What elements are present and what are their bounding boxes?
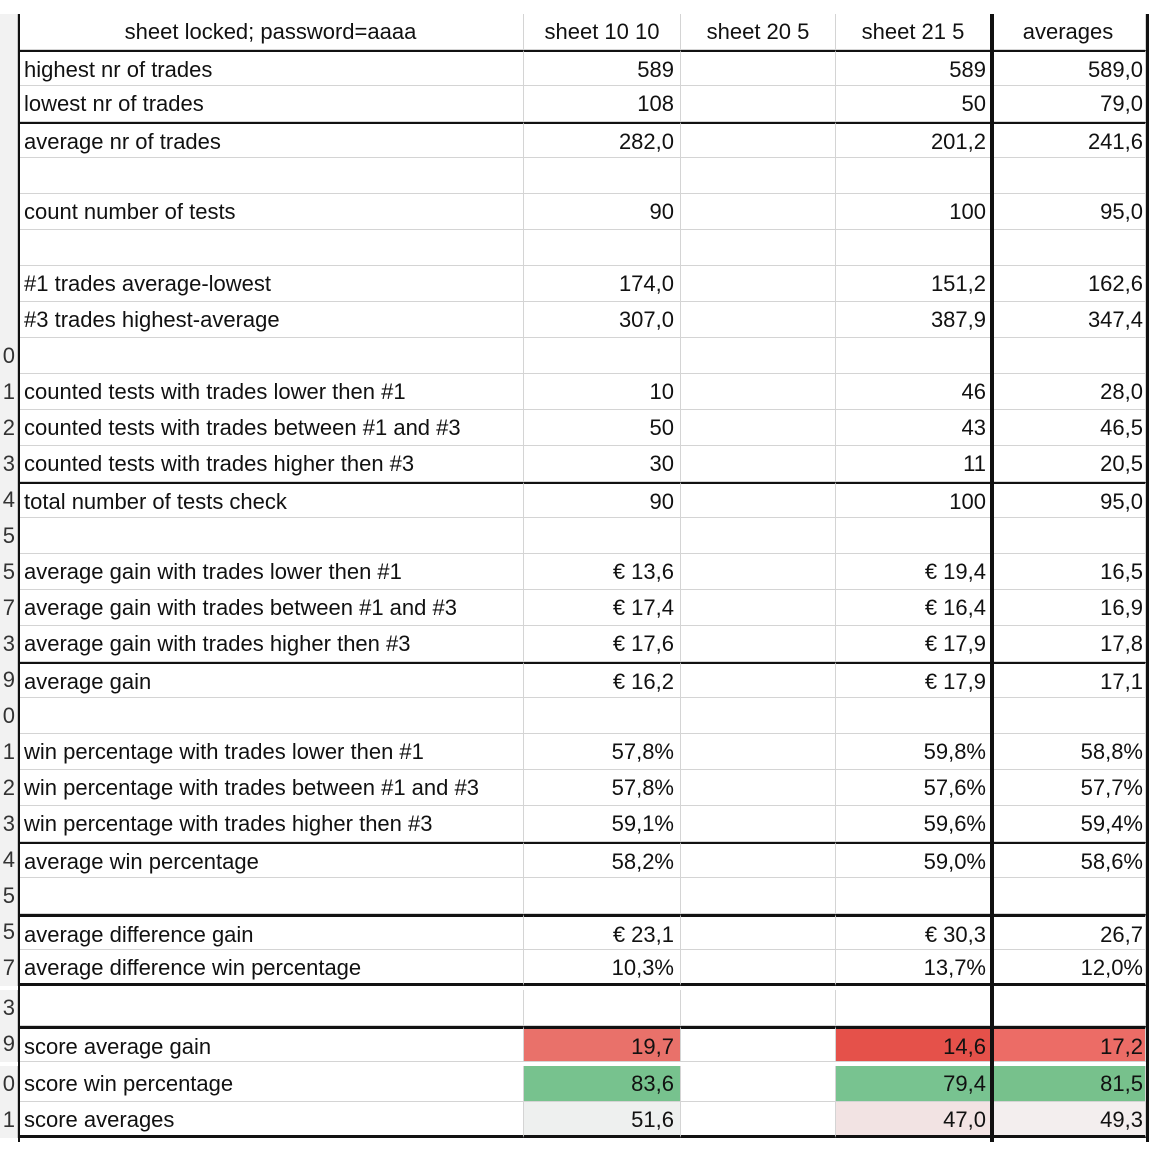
averages-cell[interactable]: 95,0 [991, 482, 1146, 518]
score-gain-sheet-10-10-cell[interactable]: 19,7 [524, 1026, 681, 1062]
header-row [0, 14, 1162, 50]
row-number[interactable] [0, 230, 18, 266]
sheet-20-5-cell[interactable] [681, 914, 836, 950]
averages-cell[interactable] [991, 338, 1146, 374]
label-cell[interactable] [18, 878, 524, 914]
row-number[interactable] [0, 14, 18, 50]
header-sheet-20-5[interactable]: sheet 20 5 [681, 14, 836, 50]
row-number[interactable]: 9 [0, 1026, 18, 1062]
sheet-10-10-cell[interactable] [524, 990, 681, 1026]
row-number[interactable]: 0 [0, 1066, 18, 1102]
score-win-sheet-10-10-cell[interactable]: 83,6 [524, 1066, 681, 1102]
sheet-20-5-cell[interactable] [681, 554, 836, 590]
sheet-21-5-cell[interactable] [836, 990, 991, 1026]
row-number[interactable] [0, 302, 18, 338]
averages-cell[interactable]: 58,6% [991, 842, 1146, 878]
sheet-20-5-cell[interactable] [681, 266, 836, 302]
row-number[interactable]: 5 [0, 914, 18, 950]
label-cell[interactable]: lowest nr of trades [18, 86, 524, 122]
score-gain-sheet-21-5-cell[interactable]: 14,6 [836, 1026, 991, 1062]
sheet-10-10-cell[interactable]: 10,3% [524, 950, 681, 986]
sheet-10-10-cell[interactable]: 174,0 [524, 266, 681, 302]
sheet-20-5-cell[interactable] [681, 338, 836, 374]
label-cell[interactable] [18, 698, 524, 734]
row-number[interactable]: 3 [0, 626, 18, 662]
averages-cell[interactable]: 589,0 [991, 50, 1146, 86]
sheet-21-5-cell[interactable]: 59,8% [836, 734, 991, 770]
label-cell[interactable]: average gain with trades higher then #3 [18, 626, 524, 662]
table-row [0, 990, 1162, 1026]
sheet-20-5-cell[interactable] [681, 590, 836, 626]
sheet-21-5-cell[interactable] [836, 518, 991, 554]
table-row [0, 482, 1162, 518]
sheet-20-5-cell[interactable] [681, 806, 836, 842]
row-number[interactable] [0, 50, 18, 86]
sheet-20-5-cell[interactable] [681, 482, 836, 518]
averages-cell[interactable]: 16,9 [991, 590, 1146, 626]
label-cell[interactable]: highest nr of trades [18, 50, 524, 86]
table-row [0, 86, 1162, 122]
sheet-21-5-cell[interactable]: € 19,4 [836, 554, 991, 590]
sheet-10-10-cell[interactable]: 108 [524, 86, 681, 122]
sheet-10-10-cell[interactable]: 307,0 [524, 302, 681, 338]
label-cell[interactable]: win percentage with trades lower then #1 [18, 734, 524, 770]
sheet-20-5-cell[interactable] [681, 230, 836, 266]
sheet-10-10-cell[interactable]: 30 [524, 446, 681, 482]
label-cell[interactable] [18, 158, 524, 194]
sheet-10-10-cell[interactable]: 57,8% [524, 734, 681, 770]
sheet-20-5-cell[interactable] [681, 158, 836, 194]
sheet-10-10-cell[interactable]: 589 [524, 50, 681, 86]
sheet-20-5-cell[interactable] [681, 50, 836, 86]
sheet-20-5-cell[interactable] [681, 446, 836, 482]
label-cell[interactable]: win percentage with trades between #1 and #3 [18, 770, 524, 806]
sheet-20-5-cell[interactable] [681, 1066, 836, 1102]
label-cell[interactable]: win percentage with trades higher then #3 [18, 806, 524, 842]
sheet-21-5-cell[interactable] [836, 338, 991, 374]
sheet-20-5-cell[interactable] [681, 878, 836, 914]
sheet-21-5-cell[interactable]: € 17,9 [836, 662, 991, 698]
label-cell[interactable]: average difference gain [18, 914, 524, 950]
sheet-10-10-cell[interactable]: 57,8% [524, 770, 681, 806]
right-table-border [1146, 14, 1149, 1142]
sheet-21-5-cell[interactable]: 201,2 [836, 122, 991, 158]
table-row [0, 338, 1162, 374]
label-cell[interactable] [18, 230, 524, 266]
sheet-10-10-cell[interactable]: € 23,1 [524, 914, 681, 950]
sheet-20-5-cell[interactable] [681, 122, 836, 158]
sheet-20-5-cell[interactable] [681, 302, 836, 338]
sheet-10-10-cell[interactable]: 90 [524, 194, 681, 230]
row-number[interactable]: 5 [0, 518, 18, 554]
table-row [0, 374, 1162, 410]
label-cell[interactable]: counted tests with trades lower then #1 [18, 374, 524, 410]
row-number[interactable] [0, 86, 18, 122]
row-number[interactable] [0, 158, 18, 194]
label-cell[interactable]: average win percentage [18, 842, 524, 878]
averages-cell[interactable]: 162,6 [991, 266, 1146, 302]
averages-cell[interactable] [991, 158, 1146, 194]
table-row [0, 554, 1162, 590]
label-cell[interactable]: total number of tests check [18, 482, 524, 518]
sheet-21-5-cell[interactable]: 13,7% [836, 950, 991, 986]
sheet-10-10-cell[interactable] [524, 698, 681, 734]
averages-cell[interactable]: 17,1 [991, 662, 1146, 698]
sheet-21-5-cell[interactable]: 387,9 [836, 302, 991, 338]
label-cell[interactable]: counted tests with trades higher then #3 [18, 446, 524, 482]
sheet-20-5-cell[interactable] [681, 194, 836, 230]
label-cell[interactable] [18, 338, 524, 374]
sheet-10-10-cell[interactable]: 50 [524, 410, 681, 446]
header-sheet-10-10[interactable]: sheet 10 10 [524, 14, 681, 50]
label-cell[interactable]: score averages [18, 1102, 524, 1138]
row-number[interactable] [0, 194, 18, 230]
sheet-20-5-cell[interactable] [681, 770, 836, 806]
row-number[interactable]: 0 [0, 338, 18, 374]
sheet-10-10-cell[interactable]: € 16,2 [524, 662, 681, 698]
sheet-21-5-cell[interactable]: 59,0% [836, 842, 991, 878]
sheet-20-5-cell[interactable] [681, 698, 836, 734]
table-row [0, 122, 1162, 158]
table-row [0, 194, 1162, 230]
sheet-20-5-cell[interactable] [681, 1026, 836, 1062]
sheet-21-5-cell[interactable]: 46 [836, 374, 991, 410]
row-number[interactable]: 1 [0, 374, 18, 410]
sheet-10-10-cell[interactable] [524, 158, 681, 194]
row-number[interactable] [0, 122, 18, 158]
row-number[interactable]: 3 [0, 806, 18, 842]
averages-cell[interactable]: 58,8% [991, 734, 1146, 770]
averages-cell[interactable]: 95,0 [991, 194, 1146, 230]
row-number[interactable]: 3 [0, 990, 18, 1026]
row-number[interactable]: 7 [0, 950, 18, 986]
sheet-20-5-cell[interactable] [681, 410, 836, 446]
sheet-10-10-cell[interactable]: € 17,4 [524, 590, 681, 626]
label-cell[interactable] [18, 518, 524, 554]
sheet-21-5-cell[interactable]: € 16,4 [836, 590, 991, 626]
sheet-21-5-cell[interactable] [836, 230, 991, 266]
sheet-10-10-cell[interactable] [524, 338, 681, 374]
header-sheet-21-5[interactable]: sheet 21 5 [836, 14, 991, 50]
table-row [0, 878, 1162, 914]
sheet-10-10-cell[interactable]: 10 [524, 374, 681, 410]
table-row [0, 842, 1162, 878]
sheet-21-5-cell[interactable]: 43 [836, 410, 991, 446]
row-number[interactable]: 2 [0, 410, 18, 446]
averages-cell[interactable]: 347,4 [991, 302, 1146, 338]
averages-cell[interactable]: 46,5 [991, 410, 1146, 446]
table-row [0, 158, 1162, 194]
sheet-20-5-cell[interactable] [681, 990, 836, 1026]
table-row [0, 302, 1162, 338]
sheet-20-5-cell[interactable] [681, 662, 836, 698]
header-averages[interactable]: averages [991, 14, 1146, 50]
averages-cell[interactable]: 59,4% [991, 806, 1146, 842]
table-row [0, 950, 1162, 986]
averages-cell[interactable]: 57,7% [991, 770, 1146, 806]
row-number[interactable]: 2 [0, 770, 18, 806]
table-row [0, 734, 1162, 770]
sheet-20-5-cell[interactable] [681, 86, 836, 122]
sheet-20-5-cell[interactable] [681, 518, 836, 554]
table-row [0, 446, 1162, 482]
averages-column-left-border [990, 14, 994, 1142]
label-cell[interactable]: average nr of trades [18, 122, 524, 158]
label-cell[interactable]: average difference win percentage [18, 950, 524, 986]
averages-cell[interactable] [991, 878, 1146, 914]
sheet-21-5-cell[interactable]: 11 [836, 446, 991, 482]
label-cell[interactable]: score win percentage [18, 1066, 524, 1102]
sheet-21-5-cell[interactable]: € 17,9 [836, 626, 991, 662]
averages-cell[interactable]: 12,0% [991, 950, 1146, 986]
sheet-20-5-cell[interactable] [681, 626, 836, 662]
table-row [0, 1102, 1162, 1138]
row-number[interactable]: 1 [0, 734, 18, 770]
sheet-10-10-cell[interactable] [524, 878, 681, 914]
averages-cell[interactable]: 26,7 [991, 914, 1146, 950]
sheet-21-5-cell[interactable]: € 30,3 [836, 914, 991, 950]
averages-cell[interactable]: 79,0 [991, 86, 1146, 122]
sheet-21-5-cell[interactable] [836, 878, 991, 914]
averages-cell[interactable]: 16,5 [991, 554, 1146, 590]
row-number[interactable]: 0 [0, 698, 18, 734]
averages-cell[interactable]: 20,5 [991, 446, 1146, 482]
averages-cell[interactable]: 241,6 [991, 122, 1146, 158]
table-row [0, 914, 1162, 950]
label-cell[interactable]: counted tests with trades between #1 and #3 [18, 410, 524, 446]
sheet-10-10-cell[interactable]: € 17,6 [524, 626, 681, 662]
sheet-10-10-cell[interactable] [524, 518, 681, 554]
label-cell[interactable]: #3 trades highest-average [18, 302, 524, 338]
row-number[interactable]: 5 [0, 554, 18, 590]
averages-cell[interactable]: 17,8 [991, 626, 1146, 662]
label-cell[interactable]: count number of tests [18, 194, 524, 230]
table-row [0, 230, 1162, 266]
table-row [0, 806, 1162, 842]
sheet-10-10-cell[interactable]: 58,2% [524, 842, 681, 878]
row-number[interactable] [0, 266, 18, 302]
table-row [0, 626, 1162, 662]
score-averages-sheet-10-10-cell[interactable]: 51,6 [524, 1102, 681, 1138]
row-number[interactable]: 1 [0, 1102, 18, 1138]
label-cell[interactable]: average gain with trades lower then #1 [18, 554, 524, 590]
table-row [0, 1066, 1162, 1102]
table-row [0, 590, 1162, 626]
row-number[interactable]: 3 [0, 446, 18, 482]
score-averages-sheet-21-5-cell[interactable]: 47,0 [836, 1102, 991, 1138]
sheet-21-5-cell[interactable]: 59,6% [836, 806, 991, 842]
sheet-20-5-cell[interactable] [681, 734, 836, 770]
table-row [0, 698, 1162, 734]
table-row [0, 518, 1162, 554]
averages-cell[interactable] [991, 230, 1146, 266]
sheet-21-5-cell[interactable]: 589 [836, 50, 991, 86]
sheet-21-5-cell[interactable]: 100 [836, 482, 991, 518]
row-number[interactable]: 4 [0, 842, 18, 878]
sheet-10-10-cell[interactable]: 282,0 [524, 122, 681, 158]
score-averages-averages-cell[interactable]: 49,3 [991, 1102, 1146, 1138]
sheet-10-10-cell[interactable] [524, 230, 681, 266]
label-cell[interactable]: score average gain [18, 1026, 524, 1062]
row-number[interactable]: 4 [0, 482, 18, 518]
sheet-10-10-cell[interactable]: € 13,6 [524, 554, 681, 590]
sheet-21-5-cell[interactable]: 57,6% [836, 770, 991, 806]
row-number[interactable]: 9 [0, 662, 18, 698]
sheet-20-5-cell[interactable] [681, 1102, 836, 1138]
sheet-20-5-cell[interactable] [681, 842, 836, 878]
score-win-sheet-21-5-cell[interactable]: 79,4 [836, 1066, 991, 1102]
sheet-20-5-cell[interactable] [681, 950, 836, 986]
sheet-21-5-cell[interactable]: 100 [836, 194, 991, 230]
table-row [0, 266, 1162, 302]
left-table-border [18, 14, 20, 1142]
sheet-10-10-cell[interactable]: 59,1% [524, 806, 681, 842]
score-win-averages-cell[interactable]: 81,5 [991, 1066, 1146, 1102]
row-number[interactable]: 7 [0, 590, 18, 626]
sheet-21-5-cell[interactable]: 50 [836, 86, 991, 122]
header-label-cell[interactable]: sheet locked; password=aaaa [18, 14, 524, 50]
label-cell[interactable]: average gain [18, 662, 524, 698]
score-gain-averages-cell[interactable]: 17,2 [991, 1026, 1146, 1062]
averages-cell[interactable] [991, 698, 1146, 734]
table-row [0, 410, 1162, 446]
table-row [0, 50, 1162, 86]
sheet-10-10-cell[interactable]: 90 [524, 482, 681, 518]
sheet-20-5-cell[interactable] [681, 374, 836, 410]
sheet-21-5-cell[interactable]: 151,2 [836, 266, 991, 302]
sheet-21-5-cell[interactable] [836, 698, 991, 734]
table-row [0, 662, 1162, 698]
averages-cell[interactable] [991, 518, 1146, 554]
averages-cell[interactable] [991, 990, 1146, 1026]
averages-cell[interactable]: 28,0 [991, 374, 1146, 410]
label-cell[interactable]: #1 trades average-lowest [18, 266, 524, 302]
table-row [0, 770, 1162, 806]
row-number[interactable]: 5 [0, 878, 18, 914]
sheet-21-5-cell[interactable] [836, 158, 991, 194]
table-row [0, 1026, 1162, 1062]
label-cell[interactable] [18, 990, 524, 1026]
label-cell[interactable]: average gain with trades between #1 and #3 [18, 590, 524, 626]
